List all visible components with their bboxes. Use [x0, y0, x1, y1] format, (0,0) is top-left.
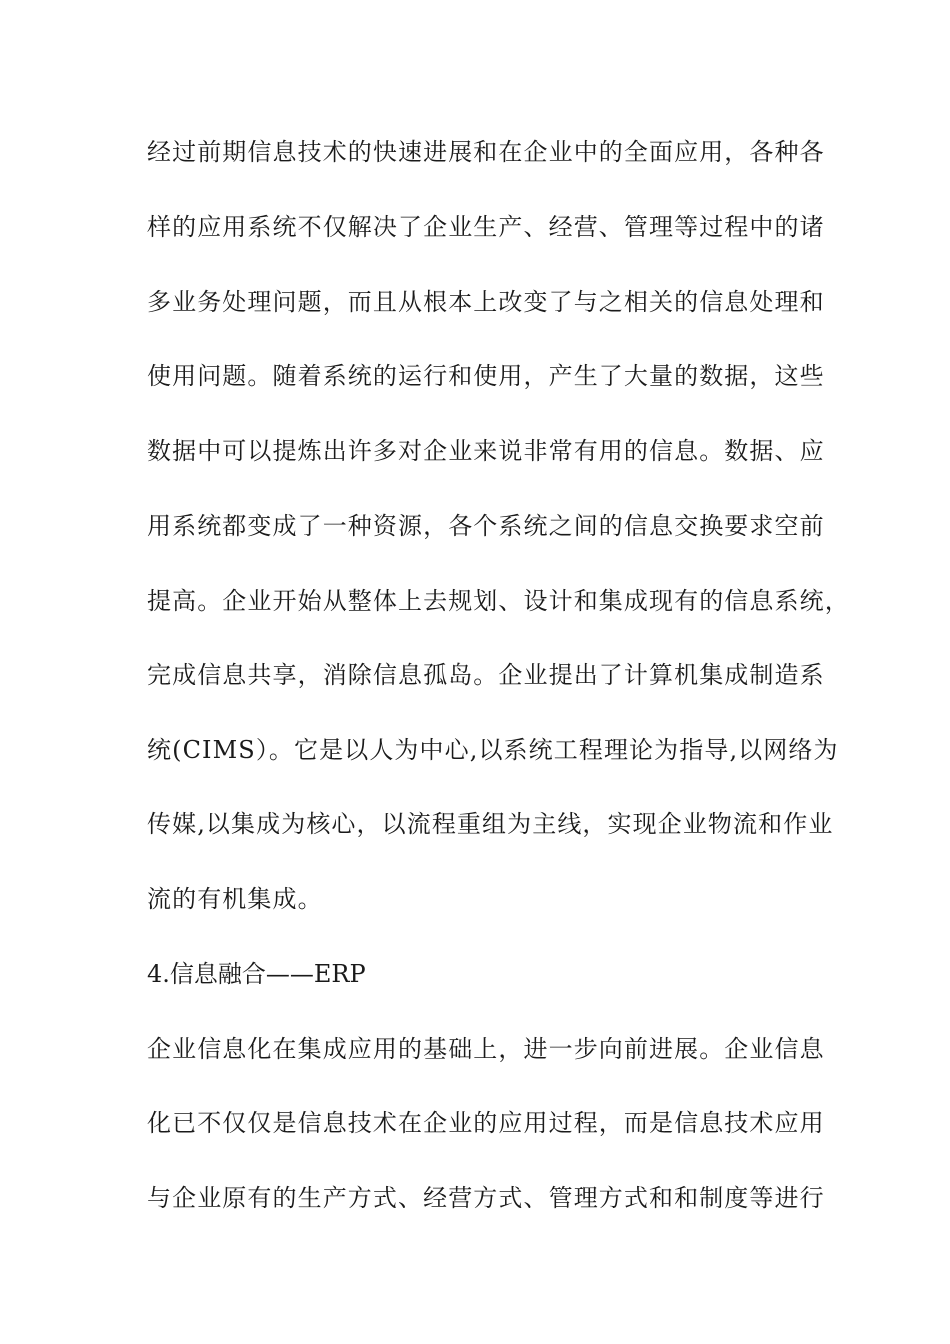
- section-heading: 4.信息融合——ERP: [147, 960, 366, 988]
- text-line: 传媒,以集成为核心，以流程重组为主线，实现企业物流和作业: [147, 810, 834, 838]
- text-line: 提高。企业开始从整体上去规划、设计和集成现有的信息系统，: [147, 587, 850, 615]
- text-line: 使用问题。随着系统的运行和使用，产生了大量的数据，这些: [147, 362, 825, 390]
- text-line: 用系统都变成了一种资源，各个系统之间的信息交换要求空前: [147, 512, 825, 540]
- text-line: 与企业原有的生产方式、经营方式、管理方式和和制度等进行: [147, 1184, 825, 1212]
- text-line: 化已不仅仅是信息技术在企业的应用过程，而是信息技术应用: [147, 1109, 825, 1137]
- text-line: 多业务处理问题，而且从根本上改变了与之相关的信息处理和: [147, 288, 825, 316]
- text-line: 样的应用系统不仅解决了企业生产、经营、管理等过程中的诸: [147, 213, 825, 241]
- text-line: 完成信息共享，消除信息孤岛。企业提出了计算机集成制造系: [147, 661, 825, 689]
- text-line: 企业信息化在集成应用的基础上，进一步向前进展。企业信息: [147, 1035, 825, 1063]
- text-line: 统(CIMS）。它是以人为中心,以系统工程理论为指导,以网络为: [147, 736, 839, 764]
- text-line: 经过前期信息技术的快速进展和在企业中的全面应用，各种各: [147, 138, 825, 166]
- text-line: 流的有机集成。: [147, 885, 323, 913]
- text-line: 数据中可以提炼出许多对企业来说非常有用的信息。数据、应: [147, 437, 825, 465]
